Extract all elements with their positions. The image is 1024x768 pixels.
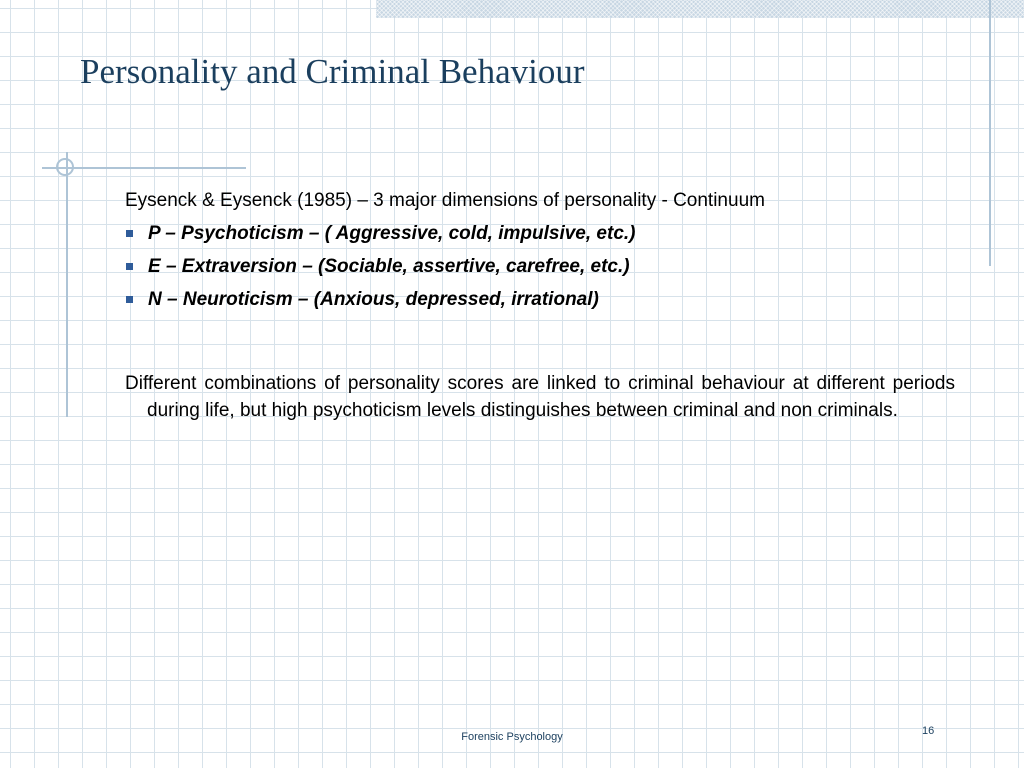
list-item-text: P – Psychoticism – ( Aggressive, cold, impulsive, etc.) <box>148 223 636 244</box>
header-hatch-band <box>376 0 1024 18</box>
square-bullet-icon <box>126 296 133 303</box>
slide-title: Personality and Criminal Behaviour <box>80 52 585 91</box>
footer-title: Forensic Psychology <box>461 731 563 743</box>
list-item-psychoticism <box>125 217 955 250</box>
list-item-neuroticism <box>125 283 955 316</box>
intro-text: Eysenck & Eysenck (1985) – 3 major dimensions of personality - Continuum <box>125 190 765 211</box>
slide-body <box>125 184 955 424</box>
summary-paragraph: Different combinations of personality scores are linked to criminal behaviour at different periods during life, but high psychoticism levels distinguishes between criminal and non criminals. <box>125 373 955 421</box>
crosshair-circle-icon <box>56 158 74 176</box>
list-item-text: E – Extraversion – (Sociable, assertive, carefree, etc.) <box>148 256 630 277</box>
square-bullet-icon <box>126 230 133 237</box>
list-item-text: N – Neuroticism – (Anxious, depressed, irrational) <box>148 289 599 310</box>
square-bullet-icon <box>126 263 133 270</box>
decorative-vertical-line-left <box>66 152 68 417</box>
list-item-extraversion <box>125 250 955 283</box>
dimension-list <box>125 217 955 316</box>
decorative-vertical-line-right <box>989 0 991 266</box>
page-number: 16 <box>922 725 935 737</box>
